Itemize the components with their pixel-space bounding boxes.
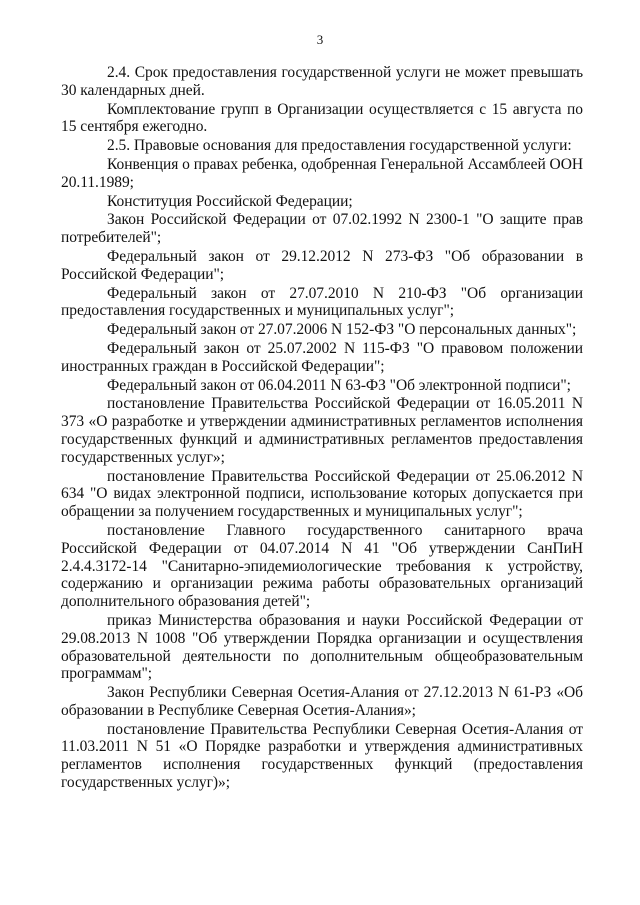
paragraph: Федеральный закон от 25.07.2002 N 115-ФЗ "О правовом положении иностранных граждан в Российской Федерации"; [61, 339, 583, 375]
page-number: 3 [316, 32, 324, 47]
paragraph: приказ Министерства образования и науки Российской Федерации от 29.08.2013 N 1008 "Об утверждении Порядка организации и осуществления образовательной деятельности по дополнительным общеобразовательным программам"; [61, 611, 583, 683]
paragraph: постановление Правительства Республики Северная Осетия-Алания от 11.03.2011 N 51 «О Порядке разработки и утверждения административных регламентов исполнения государственных функций (предоставления государственных услуг)»; [61, 720, 583, 792]
paragraph: Закон Республики Северная Осетия-Алания от 27.12.2013 N 61-РЗ «Об образовании в Республике Северная Осетия-Алания»; [61, 684, 583, 719]
paragraph: Конвенция о правах ребенка, одобренная Генеральной Ассамблеей ООН 20.11.1989; [61, 155, 583, 191]
paragraph: Федеральный закон от 27.07.2006 N 152-ФЗ "О персональных данных"; [107, 321, 577, 339]
paragraph: Федеральный закон от 27.07.2010 N 210-ФЗ "Об организации предоставления государственных и муниципальных услуг"; [61, 284, 583, 320]
paragraph: постановление Главного государственного санитарного врача Российской Федерации от 04.07.2014 N 41 "Об утверждении СанПиН 2.4.4.3172-14 "Санитарно-эпидемиологические требования к устройству, содержанию и организации режима работы образовательных организаций дополнительного образования детей"; [61, 521, 583, 611]
paragraph: 2.5. Правовые основания для предоставления государственной услуги: [107, 137, 572, 155]
paragraph: Комплектование групп в Организации осуществляется с 15 августа по 15 сентября ежегодно. [61, 100, 583, 136]
paragraph: Закон Российской Федерации от 07.02.1992 N 2300-1 "О защите прав потребителей"; [61, 211, 583, 247]
paragraph: постановление Правительства Российской Федерации от 16.05.2011 N 373 «О разработке и утверждении административных регламентов исполнения государственных функций и административных регламентов предоставления государственных услуг»; [61, 395, 583, 466]
document-body [61, 64, 583, 793]
paragraph: Федеральный закон от 29.12.2012 N 273-ФЗ "Об образовании в Российской Федерации"; [61, 247, 583, 283]
paragraph: 2.4. Срок предоставления государственной услуги не может превышать 30 календарных дней. [61, 64, 583, 99]
paragraph: Федеральный закон от 06.04.2011 N 63-ФЗ "Об электронной подписи"; [107, 376, 571, 394]
paragraph: Конституция Российской Федерации; [107, 192, 353, 210]
paragraph: постановление Правительства Российской Федерации от 25.06.2012 N 634 "О видах электронной подписи, использование которых допускается при обращении за получением государственных и муниципальных услуг"; [61, 467, 583, 521]
